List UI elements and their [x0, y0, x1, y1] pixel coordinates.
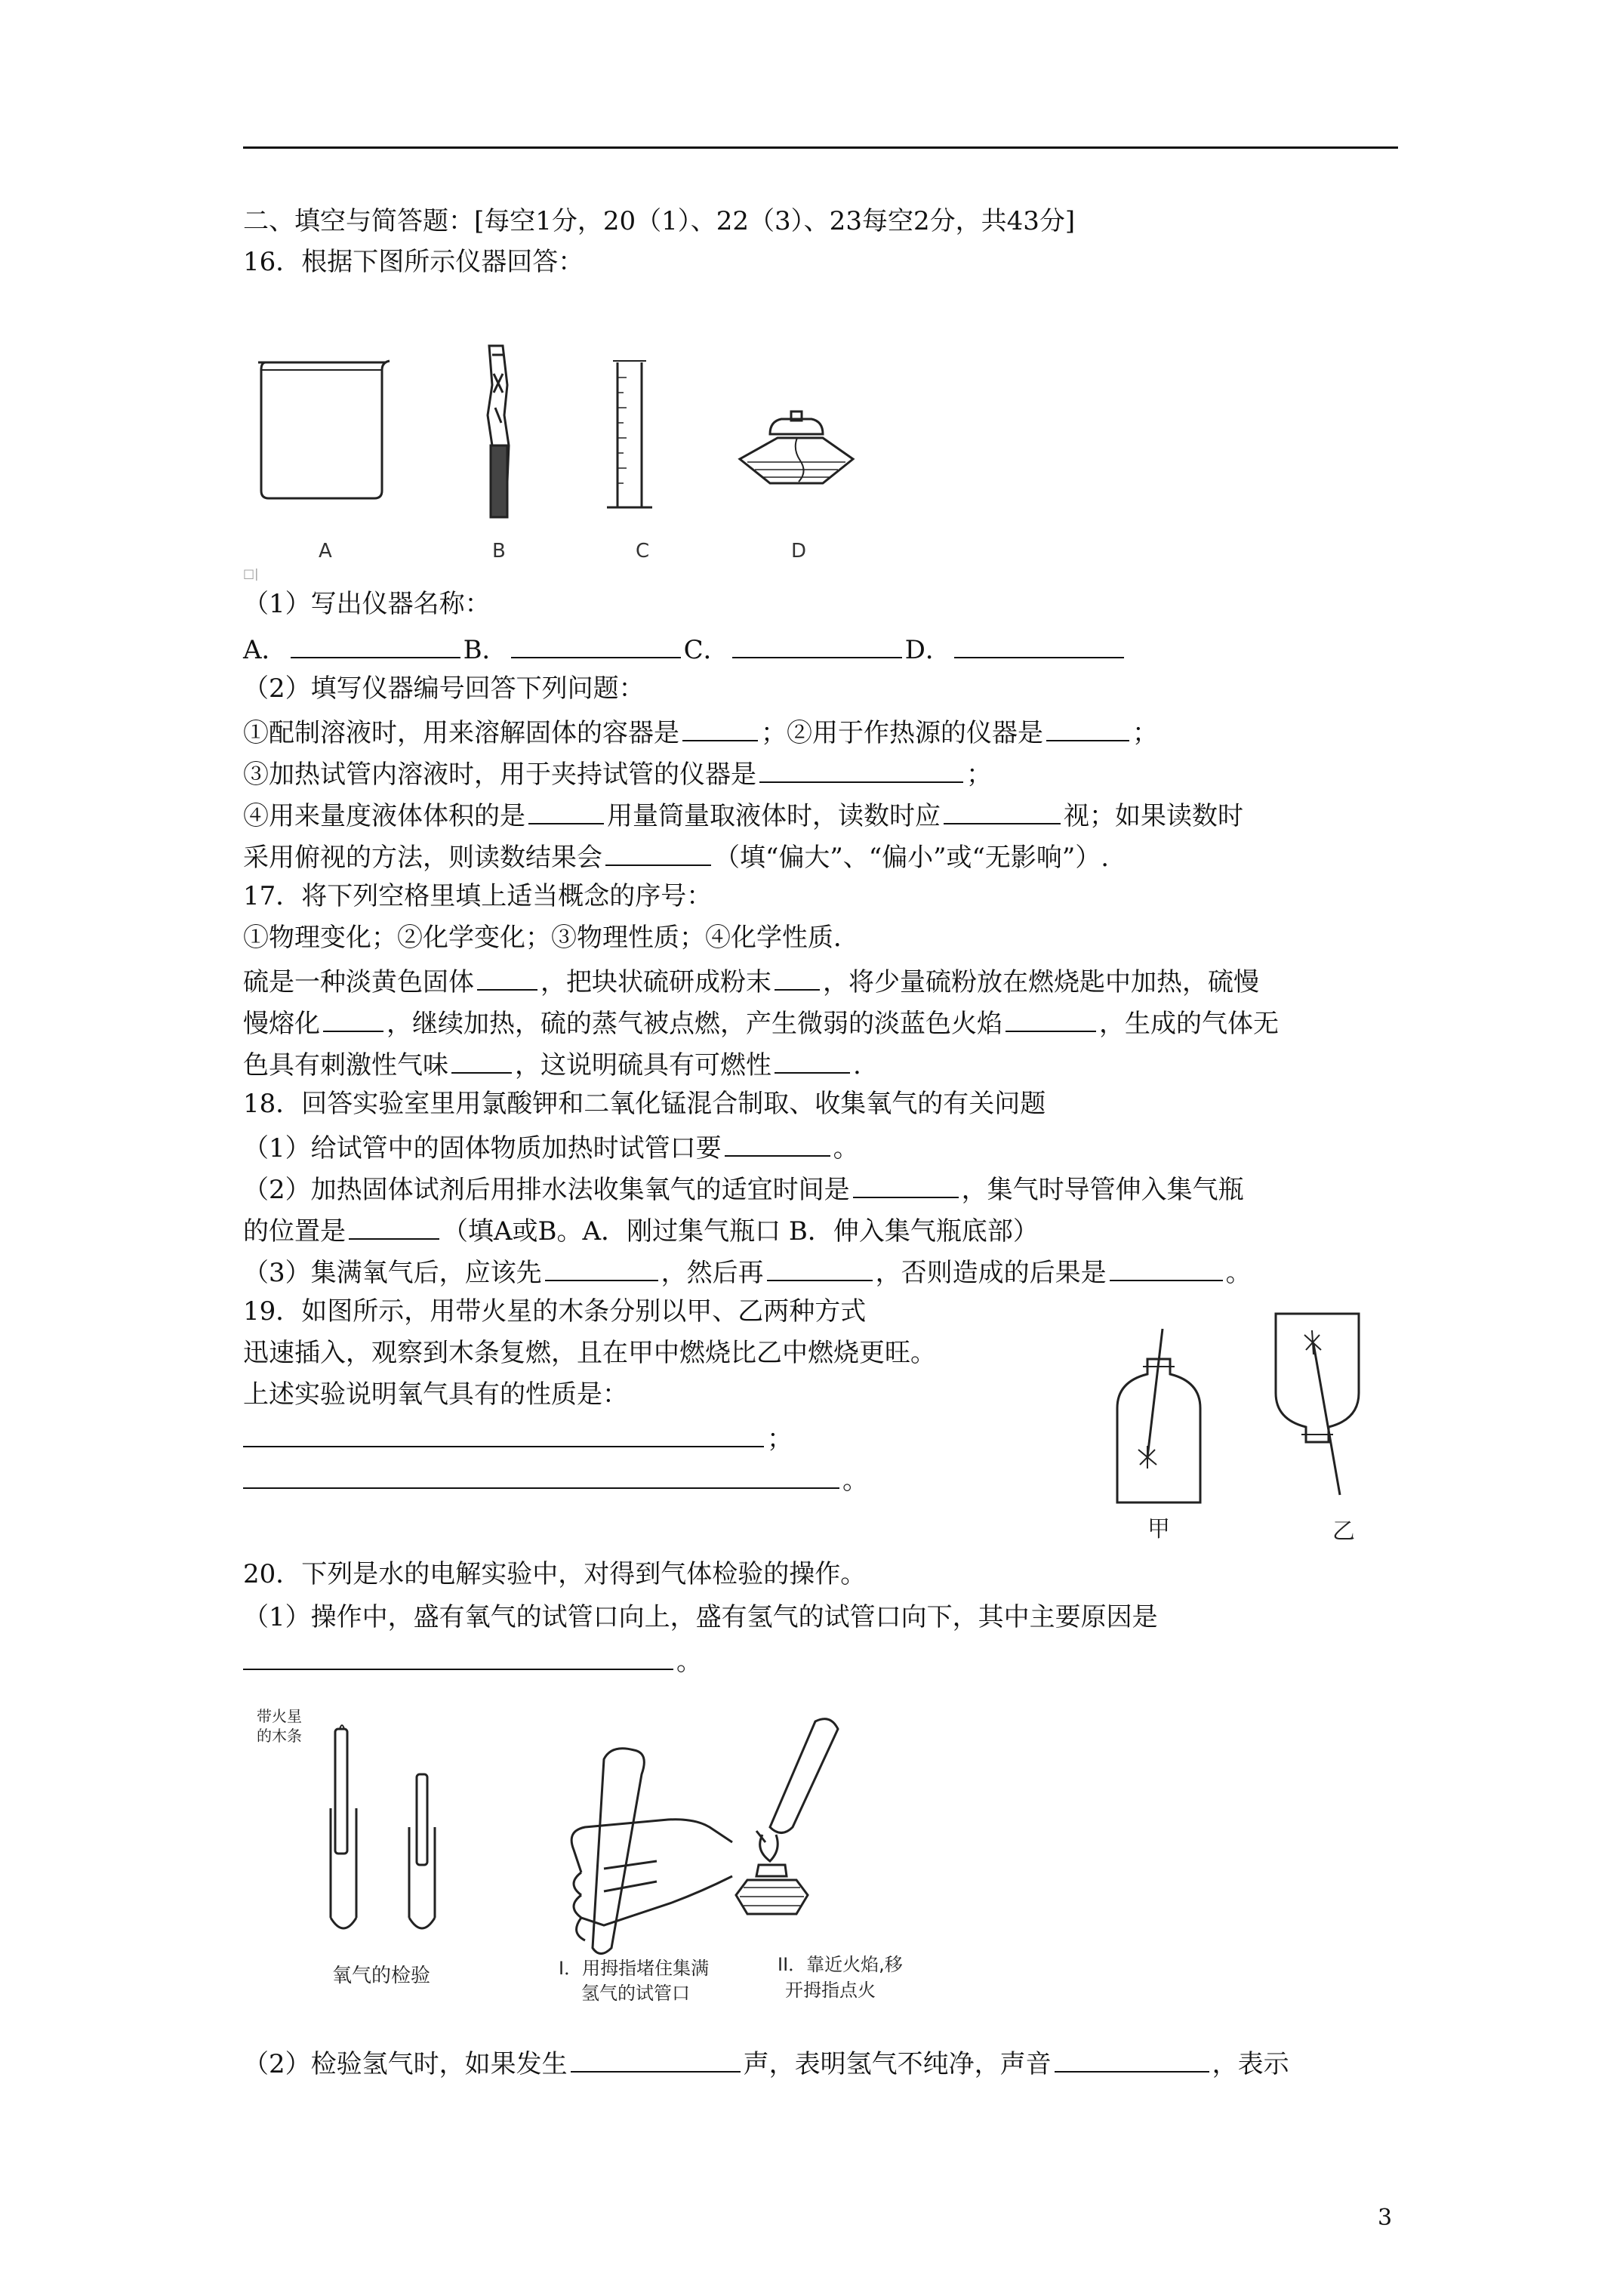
q16-line1: ①配制溶液时，用来溶解固体的容器是 ；②用于作热源的仪器是 ；	[243, 711, 1158, 752]
q20-gas-test-figure	[249, 1699, 1004, 2023]
answer-blank[interactable]	[605, 836, 711, 866]
answer-blank[interactable]	[528, 794, 604, 824]
answer-blank[interactable]	[243, 1417, 764, 1447]
label-c: C	[636, 540, 650, 562]
answer-blank[interactable]	[323, 1002, 383, 1032]
q19-line2: 迅速插入，观察到木条复燃，且在甲中燃烧比乙中燃烧更旺。	[243, 1338, 936, 1368]
tube-near-flame-icon	[736, 1719, 838, 1914]
top-rule	[243, 146, 1398, 149]
test-tube-holder-icon	[488, 346, 509, 517]
q17-line3: 色具有刺激性气味 ，这说明硫具有可燃性 .	[243, 1043, 861, 1084]
alcohol-lamp-icon	[740, 411, 853, 483]
q16-p2: （2）填写仪器编号回答下列问题：	[243, 673, 645, 704]
graduated-cylinder-icon	[607, 361, 652, 507]
answer-blank[interactable]	[732, 628, 902, 658]
answer-blank[interactable]	[1046, 711, 1129, 741]
caption-thumb-2: 氢气的试管口	[581, 1983, 690, 2004]
stick-label-1: 带火星	[257, 1707, 302, 1725]
stray-mark: □|	[243, 566, 259, 581]
answer-blank[interactable]	[571, 2042, 741, 2073]
answer-blank[interactable]	[243, 1459, 839, 1489]
answer-blank[interactable]	[725, 1126, 830, 1157]
answer-blank[interactable]	[759, 753, 963, 783]
answer-blank[interactable]	[1055, 2042, 1209, 2073]
q19-answer1: ；	[243, 1417, 793, 1458]
q16-line3: ④用来量度液体体积的是 用量筒量取液体时，读数时应 视；如果读数时	[243, 794, 1243, 835]
q18-line3: 的位置是 （填A或B。A．刚过集气瓶口 B．伸入集气瓶底部）	[243, 1210, 1039, 1250]
q18-line4: （3）集满氧气后，应该先 ，然后再 ，否则造成的后果是 。	[243, 1251, 1252, 1292]
q19-line1: 19．如图所示，用带火星的木条分别以甲、乙两种方式	[243, 1296, 867, 1327]
stick-label-2: 的木条	[257, 1727, 302, 1745]
q18-line1: （1）给试管中的固体物质加热时试管口要 。	[243, 1126, 859, 1167]
answer-blank[interactable]	[775, 960, 820, 991]
q16-line4: 采用俯视的方法，则读数结果会 （填“偏大”、“偏小”或“无影响”）.	[243, 836, 1109, 877]
q20-line2: 。	[243, 1640, 702, 1681]
q16-line2: ③加热试管内溶液时，用于夹持试管的仪器是 ；	[243, 753, 992, 794]
q19-bottles-figure	[1095, 1299, 1397, 1548]
answer-blank[interactable]	[682, 711, 758, 741]
caption-thumb-1: I．用拇指堵住集满	[559, 1958, 710, 1979]
q17-line1: 硫是一种淡黄色固体 ，把块状硫研成粉末 ，将少量硫粉放在燃烧匙中加热，硫慢	[243, 960, 1259, 1001]
label-yi: 乙	[1332, 1518, 1355, 1545]
label-b: B	[492, 540, 506, 562]
q17-title: 17．将下列空格里填上适当概念的序号：	[243, 881, 713, 911]
q19-line3: 上述实验说明氧气具有的性质是：	[243, 1379, 628, 1410]
label-d: D	[791, 540, 807, 562]
answer-blank[interactable]	[1006, 1002, 1096, 1032]
caption-flame-2: 开拇指点火	[785, 1980, 876, 2001]
caption-oxygen-test: 氧气的检验	[332, 1965, 431, 1987]
answer-blank[interactable]	[291, 628, 460, 658]
answer-blank[interactable]	[511, 628, 681, 658]
answer-blank[interactable]	[477, 960, 537, 991]
label-a: A	[319, 540, 332, 562]
q20-line1: （1）操作中，盛有氧气的试管口向上，盛有氢气的试管口向下，其中主要原因是	[243, 1602, 1158, 1632]
answer-blank[interactable]	[775, 1043, 850, 1074]
answer-blank[interactable]	[944, 794, 1061, 824]
answer-blank[interactable]	[349, 1210, 439, 1240]
answer-blank[interactable]	[545, 1251, 658, 1281]
answer-blank[interactable]	[853, 1168, 959, 1198]
label-jia: 甲	[1147, 1516, 1170, 1542]
answer-blank[interactable]	[767, 1251, 873, 1281]
upright-bottle-icon	[1117, 1329, 1200, 1502]
q18-line2: （2）加热固体试剂后用排水法收集氧气的适宜时间是 ，集气时导管伸入集气瓶	[243, 1168, 1244, 1209]
answer-blank[interactable]	[954, 628, 1124, 658]
answer-blank[interactable]	[451, 1043, 512, 1074]
inverted-bottle-icon	[1276, 1314, 1359, 1495]
oxygen-test-tubes-icon	[331, 1725, 435, 1928]
section-header: 二、填空与简答题：[每空1分，20（1）、22（3）、23每空2分，共43分]	[243, 206, 1076, 236]
caption-flame-1: II．靠近火焰,移	[778, 1954, 903, 1975]
q18-title: 18．回答实验室里用氯酸钾和二氧化锰混合制取、收集氧气的有关问题	[243, 1089, 1046, 1119]
q16-title: 16．根据下图所示仪器回答：	[243, 247, 584, 277]
q20-title: 20．下列是水的电解实验中，对得到气体检验的操作。	[243, 1559, 867, 1589]
q17-options: ①物理变化；②化学变化；③物理性质；④化学性质．	[243, 923, 859, 953]
answer-blank[interactable]	[1110, 1251, 1223, 1281]
hand-holding-tube-icon	[571, 1749, 732, 1954]
q16-names-line: A． B． C． D．	[243, 628, 1127, 669]
q19-answer2: 。	[243, 1459, 868, 1499]
q20-line3: （2）检验氢气时，如果发生 声，表明氢气不纯净，声音 ，表示	[243, 2042, 1289, 2083]
q17-line2: 慢熔化 ，继续加热，硫的蒸气被点燃，产生微弱的淡蓝色火焰 ，生成的气体无	[243, 1002, 1279, 1043]
page-number: 3	[1378, 2205, 1393, 2231]
q16-instruments-figure	[249, 332, 898, 566]
beaker-icon	[258, 361, 390, 498]
q16-p1: （1）写出仪器名称：	[243, 589, 491, 619]
answer-blank[interactable]	[243, 1640, 673, 1670]
